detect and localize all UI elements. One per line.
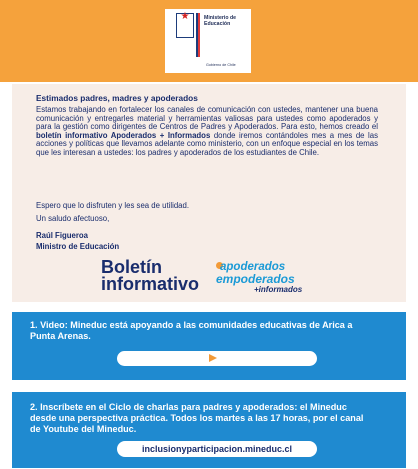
logo-title: Ministerio de Educación [204,15,236,27]
letter-paragraph [36,106,378,158]
paragraph-part-3: donde iremos contándoles mes a mes de las acciones y políticas que llevamos adelante como ministerio, con un enfoque especial en los temas que les interesan a ustedes: los padres y apoderados de los estudiantes de Chile. [36,130,379,157]
boletin-informativo-title: Boletín informativo [101,257,200,294]
logo-subtitle: Gobierno de Chile [206,63,236,67]
star-icon: ★ [180,11,190,22]
inclusion-link-button[interactable]: inclusionyparticipacion.mineduc.cl [117,441,317,457]
paragraph-highlight: boletín informativo Apoderados + Informados [36,130,211,140]
signer-name: Raúl Figueroa [36,231,88,240]
apoderados-logo [216,261,322,297]
video-play-button[interactable] [117,351,317,366]
apoderados-logo-line2: empoderados [216,272,295,286]
logo-stripe-red [198,13,200,57]
letter-farewell: Un saludo afectuoso, [36,214,110,223]
paragraph-part-1: Estamos trabajando en fortalecer los canales de comunicación con ustedes, mantener una buena comunicación y entregarles material y herramientas valiosas para ustedes como apoderados y para la gestión como dirigentes de Centros de Padres y Apoderados. Para esto, hemos creado el [36,105,378,132]
letter-wish: Espero que lo disfruten y les sea de utilidad. [36,201,189,210]
signer-title: Ministro de Educación [36,242,120,251]
play-icon [209,354,217,362]
apoderados-logo-line3: +informados [254,285,303,294]
letter-greeting: Estimados padres, madres y apoderados [36,93,198,103]
video-card-title: 1. Video: Mineduc está apoyando a las comunidades educativas de Arica a Punta Arenas. [30,320,353,341]
ministerio-logo [165,9,251,73]
charlas-card-title: 2. Inscríbete en el Ciclo de charlas para padres y apoderados: el Mineduc desde una perspectiva práctica. Todos los martes a las 17 horas, por el canal de Youtube del Mineduc. [30,402,364,434]
header-band [0,0,418,82]
apoderados-logo-line1: apoderados [220,261,286,273]
